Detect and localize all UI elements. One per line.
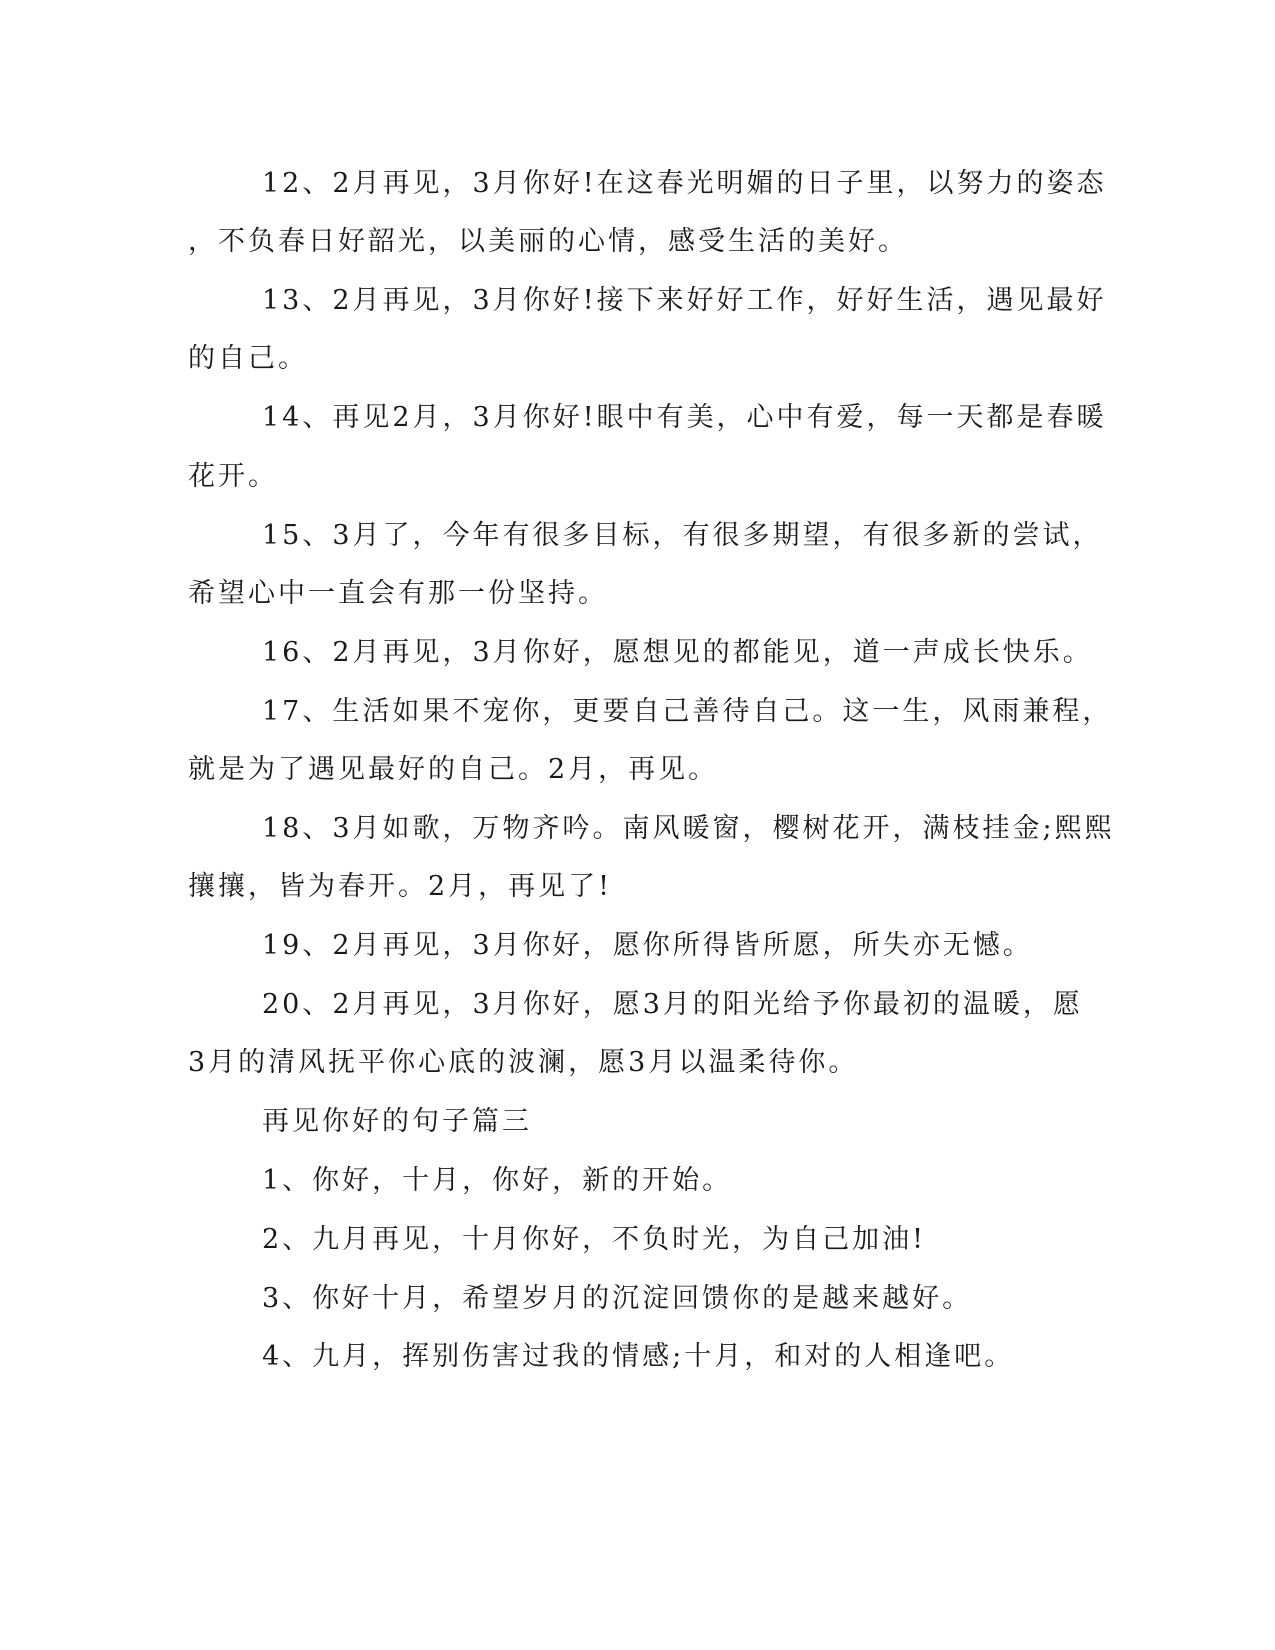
paragraph-17-line-1: 17、生活如果不宠你，更要自己善待自己。这一生，风雨兼程，: [262, 696, 1113, 727]
paragraph-13-line-1: 13、2月再见，3月你好!接下来好好工作，好好生活，遇见最好: [262, 285, 1107, 316]
paragraph-15-line-2: 希望心中一直会有那一份坚持。: [188, 578, 608, 609]
paragraph-12-line-2: ，不负春日好韶光，以美丽的心情，感受生活的美好。: [188, 226, 908, 257]
list-item-1: 1、你好，十月，你好，新的开始。: [262, 1165, 733, 1196]
list-item-2: 2、九月再见，十月你好，不负时光，为自己加油!: [262, 1224, 927, 1255]
paragraph-15-line-1: 15、3月了，今年有很多目标，有很多期望，有很多新的尝试，: [262, 520, 1103, 551]
paragraph-19: 19、2月再见，3月你好，愿你所得皆所愿，所失亦无憾。: [262, 930, 1033, 961]
paragraph-18-line-1: 18、3月如歌，万物齐吟。南风暖窗，樱树花开，满枝挂金;熙熙: [262, 813, 1115, 844]
paragraph-20-line-2: 3月的清风抚平你心底的波澜，愿3月以温柔待你。: [188, 1047, 859, 1078]
paragraph-14-line-1: 14、再见2月，3月你好!眼中有美，心中有爱，每一天都是春暖: [262, 402, 1107, 433]
paragraph-18-line-2: 攘攘，皆为春开。2月，再见了!: [188, 871, 613, 902]
paragraph-14-line-2: 花开。: [188, 461, 278, 492]
paragraph-13-line-2: 的自己。: [188, 343, 308, 374]
list-item-4: 4、九月，挥别伤害过我的情感;十月，和对的人相逢吧。: [262, 1341, 1015, 1372]
paragraph-20-line-1: 20、2月再见，3月你好，愿3月的阳光给予你最初的温暖，愿: [262, 989, 1083, 1020]
paragraph-17-line-2: 就是为了遇见最好的自己。2月，再见。: [188, 754, 719, 785]
paragraph-12-line-1: 12、2月再见，3月你好!在这春光明媚的日子里，以努力的姿态: [262, 168, 1107, 199]
section-heading: 再见你好的句子篇三: [262, 1106, 532, 1137]
paragraph-16: 16、2月再见，3月你好，愿想见的都能见，道一声成长快乐。: [262, 637, 1093, 668]
list-item-3: 3、你好十月，希望岁月的沉淀回馈你的是越来越好。: [262, 1283, 973, 1314]
